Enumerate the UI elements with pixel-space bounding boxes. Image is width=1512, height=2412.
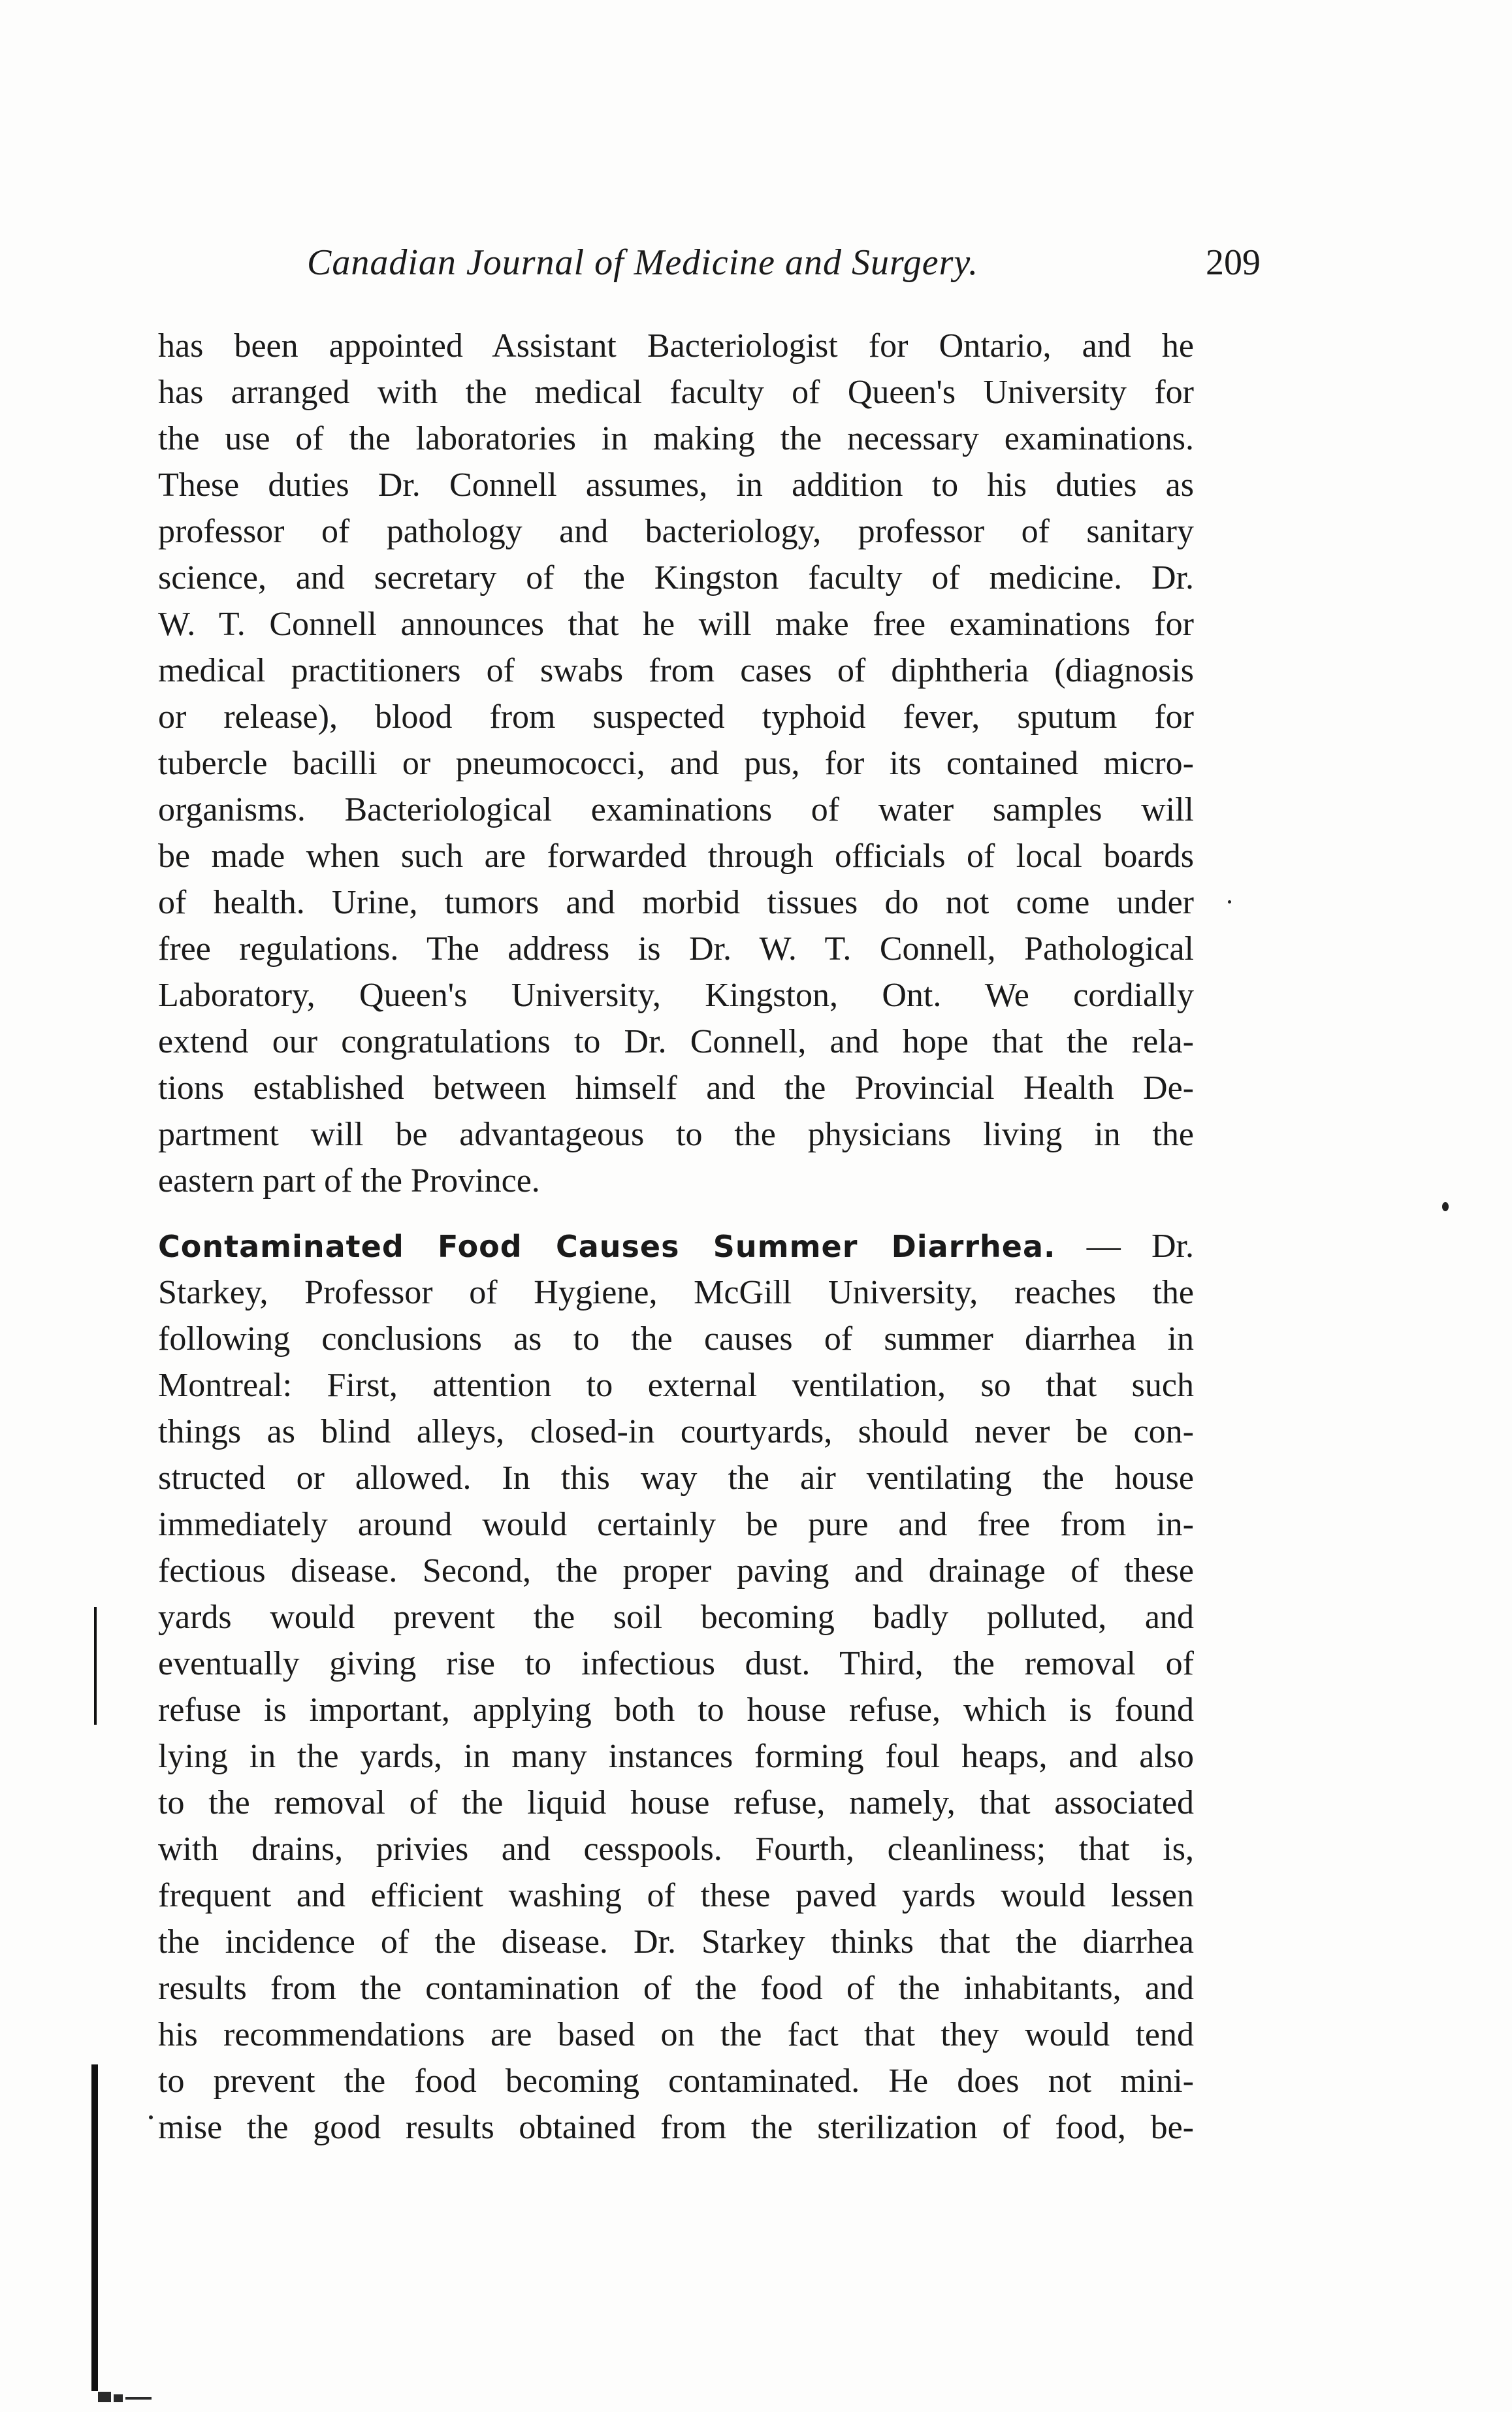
- text-line: has arranged with the medical faculty of Queen's University for: [158, 374, 1194, 411]
- text-line: the incidence of the disease. Dr. Starkey thinks that the diarrhea: [158, 1923, 1194, 1961]
- text-line: Laboratory, Queen's University, Kingston, Ont. We cordially: [158, 977, 1194, 1014]
- text-line: organisms. Bacteriological examinations of water samples will: [158, 791, 1194, 828]
- text-line: extend our congratulations to Dr. Connell, and hope that the rela-: [158, 1023, 1194, 1060]
- text-line: following conclusions as to the causes of summer diarrhea in: [158, 1320, 1194, 1358]
- text-line: structed or allowed. In this way the air ventilating the house: [158, 1459, 1194, 1497]
- text-line: be made when such are forwarded through officials of local boards: [158, 838, 1194, 875]
- text-line: Montreal: First, attention to external ventilation, so that such: [158, 1367, 1194, 1404]
- text-line: lying in the yards, in many instances forming foul heaps, and also: [158, 1738, 1194, 1775]
- text-line: partment will be advantageous to the physicians living in the: [158, 1116, 1194, 1153]
- margin-speck: [1228, 900, 1231, 904]
- text-line: free regulations. The address is Dr. W. T. Connell, Pathological: [158, 930, 1194, 968]
- text-line: tions established between himself and the Provincial Health De-: [158, 1069, 1194, 1107]
- text-line: fectious disease. Second, the proper paving and drainage of these: [158, 1552, 1194, 1589]
- text-line: his recommendations are based on the fact that they would tend: [158, 2016, 1194, 2053]
- text-line: professor of pathology and bacteriology, professor of sanitary: [158, 513, 1194, 550]
- text-line: results from the contamination of the food of the inhabitants, and: [158, 1970, 1194, 2007]
- text-line: to prevent the food becoming contaminated. He does not mini-: [158, 2062, 1194, 2100]
- text-line: immediately around would certainly be pure and free from in-: [158, 1506, 1194, 1543]
- text-line: frequent and efficient washing of these paved yards would lessen: [158, 1877, 1194, 1914]
- text-line: the use of the laboratories in making the necessary examinations.: [158, 420, 1194, 457]
- library-stamp: [97, 2388, 169, 2405]
- text-line: tubercle bacilli or pneumococci, and pus, for its contained micro-: [158, 745, 1194, 782]
- text-line: W. T. Connell announces that he will make free examinations for: [158, 606, 1194, 643]
- binding-edge-shadow: [91, 2064, 98, 2391]
- section-heading-tail: — Dr.: [1055, 1228, 1194, 1265]
- running-head: [307, 242, 1261, 294]
- text-line: medical practitioners of swabs from cases of diphtheria (diagnosis: [158, 652, 1194, 689]
- binding-edge-rule: [94, 1607, 97, 1725]
- text-line: with drains, privies and cesspools. Fourth, cleanliness; that is,: [158, 1831, 1194, 1868]
- page-number: 209: [1206, 242, 1261, 283]
- text-line: refuse is important, applying both to house refuse, which is found: [158, 1691, 1194, 1729]
- text-line: eventually giving rise to infectious dust. Third, the removal of: [158, 1645, 1194, 1682]
- text-line: has been appointed Assistant Bacteriologist for Ontario, and he: [158, 327, 1194, 365]
- journal-title: Canadian Journal of Medicine and Surgery.: [307, 242, 979, 283]
- text-line: to the removal of the liquid house refuse, namely, that associated: [158, 1784, 1194, 1821]
- section-heading-line: [158, 1224, 1194, 1269]
- margin-speck: [149, 2115, 153, 2119]
- section-heading: Contaminated Food Causes Summer Diarrhea.: [158, 1229, 1056, 1264]
- text-line: or release), blood from suspected typhoid fever, sputum for: [158, 698, 1194, 736]
- margin-speck: [1442, 1202, 1449, 1211]
- text-line: mise the good results obtained from the sterilization of food, be-: [158, 2109, 1194, 2146]
- text-line: yards would prevent the soil becoming badly polluted, and: [158, 1599, 1194, 1636]
- text-line: Starkey, Professor of Hygiene, McGill University, reaches the: [158, 1274, 1194, 1311]
- text-line: of health. Urine, tumors and morbid tissues do not come under: [158, 884, 1194, 921]
- text-line: science, and secretary of the Kingston faculty of medicine. Dr.: [158, 559, 1194, 596]
- text-line: eastern part of the Province.: [158, 1162, 540, 1199]
- stamp-mark-icon: [97, 2388, 169, 2405]
- text-line: things as blind alleys, closed-in courtyards, should never be con-: [158, 1413, 1194, 1450]
- text-line: These duties Dr. Connell assumes, in addition to his duties as: [158, 466, 1194, 504]
